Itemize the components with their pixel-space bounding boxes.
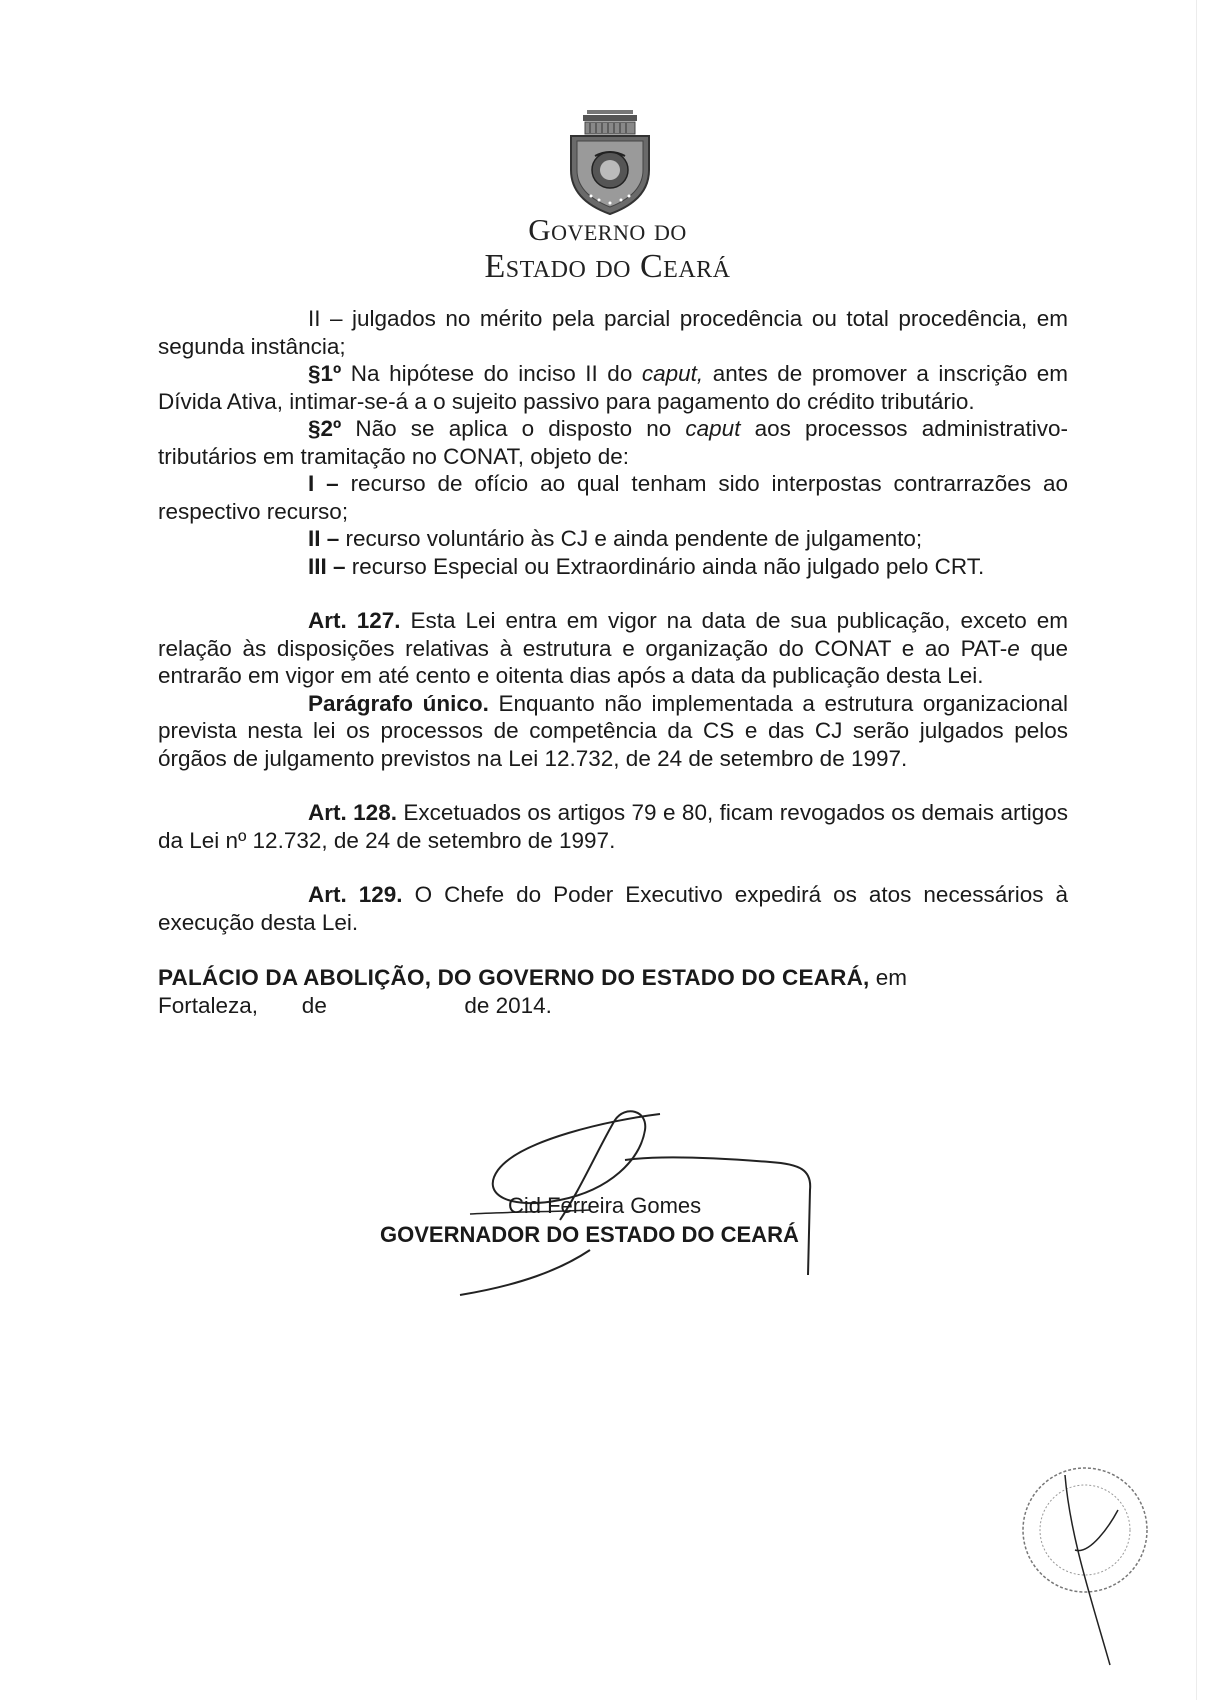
closing-palace bbox=[158, 964, 1068, 992]
paragraph-inciso-ii: II – julgados no mérito pela parcial procedência ou total procedência, em segunda instância; bbox=[158, 306, 1068, 359]
item-i-text: recurso de ofício ao qual tenham sido interpostas contrarrazões ao respectivo recurso; bbox=[158, 471, 1068, 524]
header-line2: Estado do Ceará bbox=[484, 248, 731, 285]
header-line1: Governo do bbox=[528, 212, 687, 247]
paragraph-item-iii bbox=[158, 553, 1068, 581]
paragraph-s2 bbox=[158, 415, 1068, 470]
procuradoria-stamp-icon bbox=[1010, 1455, 1160, 1675]
paragraph-art-127 bbox=[158, 607, 1068, 690]
paragraph-item-ii bbox=[158, 525, 1068, 553]
art128-text: Excetuados os artigos 79 e 80, ficam revogados os demais artigos da Lei nº 12.732, de 24 de setembro de 1997. bbox=[158, 800, 1068, 853]
art127-label: Art. 127. bbox=[308, 608, 401, 633]
palace-name: PALÁCIO DA ABOLIÇÃO, DO GOVERNO DO ESTADO DO CEARÁ, bbox=[158, 965, 870, 990]
art127-text-b: que entrarão em vigor em até cento e oitenta dias após a data da publicação desta Lei. bbox=[158, 635, 1069, 688]
paragraph-unico bbox=[158, 690, 1068, 773]
s1-label: §1º bbox=[308, 361, 342, 386]
s1-text-a: Na hipótese do inciso II do bbox=[341, 361, 642, 386]
s1-text-b: antes de promover a inscrição em Dívida Ativa, intimar-se-á a o sujeito passivo para pagamento do crédito tributário. bbox=[158, 361, 1068, 414]
signatory-name: Cid Ferreira Gomes bbox=[508, 1193, 702, 1218]
s2-label: §2º bbox=[308, 416, 342, 441]
signatory-title: GOVERNADOR DO ESTADO DO CEARÁ bbox=[380, 1222, 799, 1247]
closing-date-line: Fortaleza, de de 2014. bbox=[158, 992, 552, 1018]
item-iii-text: recurso Especial ou Extraordinário ainda não julgado pelo CRT. bbox=[345, 553, 985, 579]
art129-label: Art. 129. bbox=[308, 882, 403, 907]
paragraph-art-129 bbox=[158, 881, 1068, 936]
document-body bbox=[158, 305, 1068, 1019]
art127-text-a: Esta Lei entra em vigor na data de sua publicação, exceto em relação às disposições relativas à estrutura e organização do CONAT e ao PAT- bbox=[158, 608, 1068, 661]
par-unico-label: Parágrafo único. bbox=[308, 690, 489, 716]
closing-em: em bbox=[869, 965, 907, 990]
paragraph-item-i bbox=[158, 470, 1068, 525]
item-iii-label: III – bbox=[308, 553, 346, 579]
paragraph-art-128 bbox=[158, 799, 1068, 854]
paragraph-s1 bbox=[158, 360, 1068, 415]
s2-text-a: Não se aplica o disposto no bbox=[341, 416, 686, 441]
art127-e: e bbox=[1007, 635, 1020, 661]
art128-label: Art. 128. bbox=[308, 800, 397, 825]
par-unico-text: Enquanto não implementada a estrutura organizacional prevista nesta lei os processos de competência da CS e das CJ serão julgados pelos órgãos de julgamento previstos na Lei 12.732, de 24 de setembro de 1997. bbox=[158, 690, 1068, 771]
item-i-label: I – bbox=[308, 471, 339, 496]
s2-text-b: aos processos administrativo-tributários em tramitação no CONAT, objeto de: bbox=[158, 416, 1068, 469]
s1-caput: caput, bbox=[641, 361, 704, 386]
item-ii-text: recurso voluntário às CJ e ainda pendente de julgamento; bbox=[339, 526, 923, 551]
s2-caput: caput bbox=[685, 416, 741, 441]
ceara-coat-of-arms-icon bbox=[565, 108, 655, 218]
art129-text: O Chefe do Poder Executivo expedirá os atos necessários à execução desta Lei. bbox=[158, 882, 1069, 935]
item-ii-label: II – bbox=[308, 526, 340, 551]
